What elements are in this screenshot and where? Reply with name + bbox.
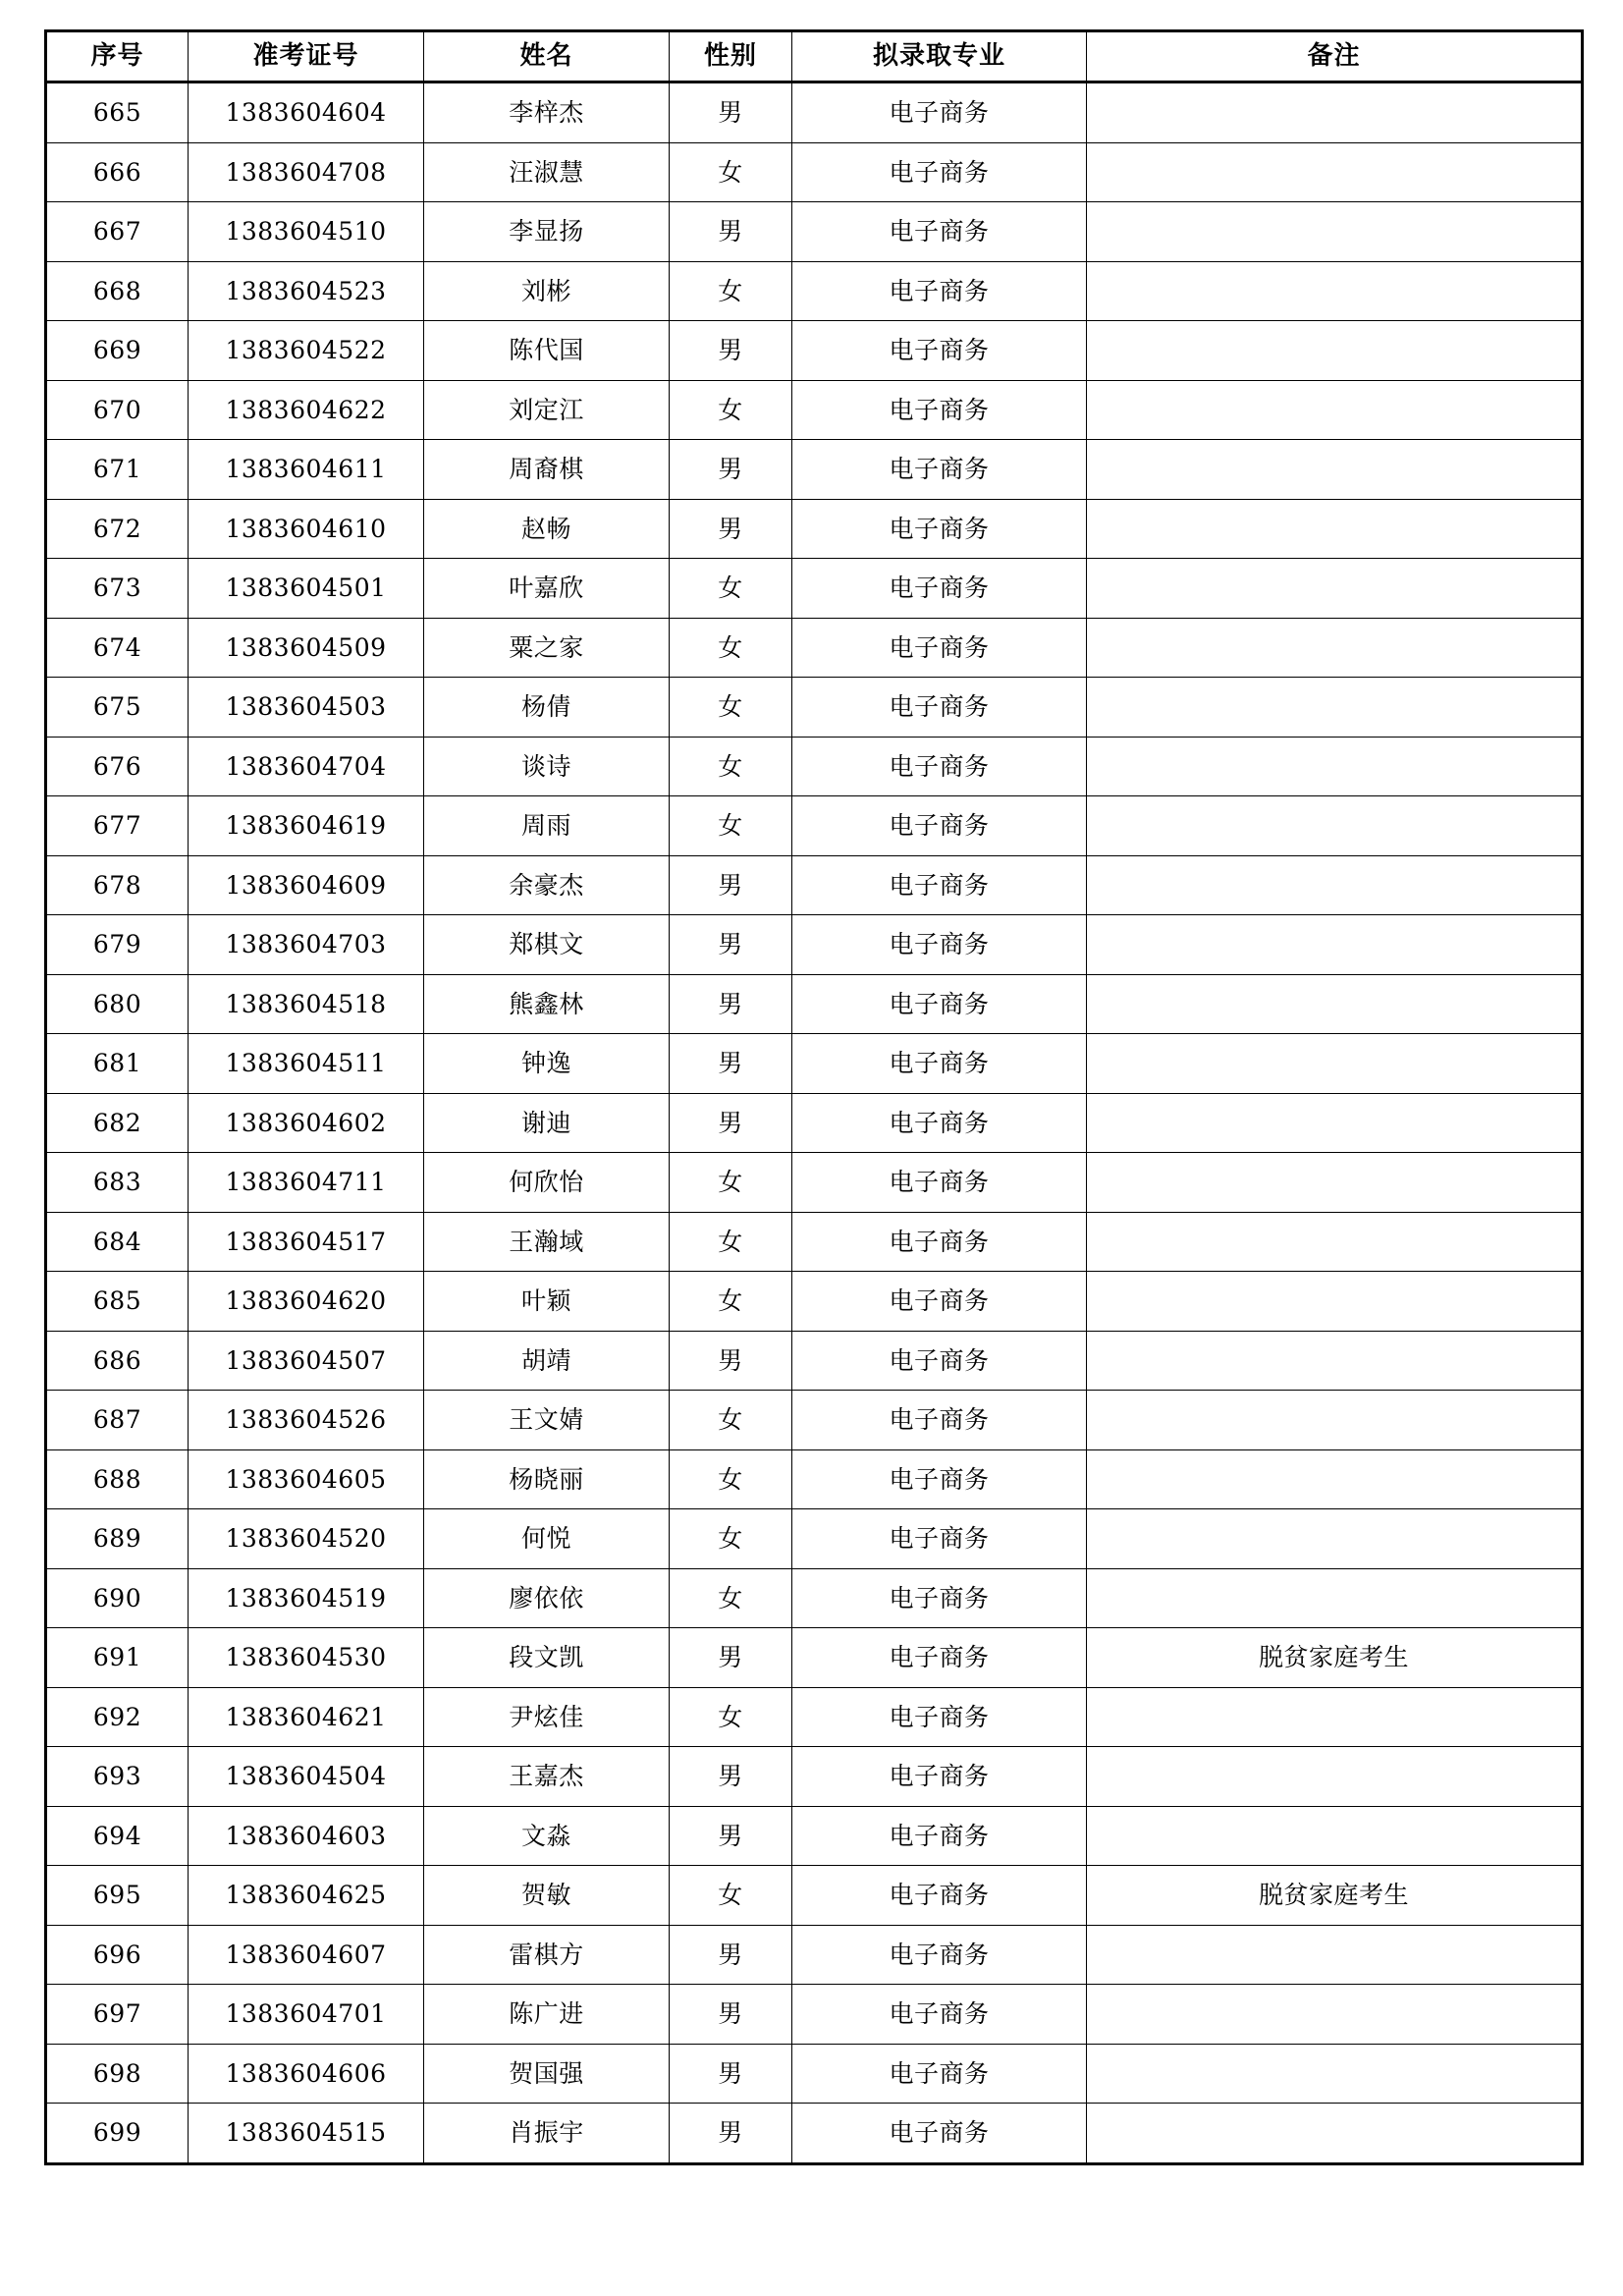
column-header-major: 拟录取专业 <box>792 31 1087 82</box>
cell-name: 廖依依 <box>424 1568 670 1628</box>
cell-major: 电子商务 <box>792 737 1087 796</box>
cell-gender: 男 <box>670 1093 792 1153</box>
cell-major: 电子商务 <box>792 1272 1087 1332</box>
cell-name: 贺国强 <box>424 2044 670 2104</box>
table-row <box>46 618 1583 678</box>
cell-admit: 1383604609 <box>189 855 424 915</box>
cell-name: 尹炫佳 <box>424 1687 670 1747</box>
cell-name: 王嘉杰 <box>424 1747 670 1807</box>
cell-major: 电子商务 <box>792 261 1087 321</box>
cell-name: 陈代国 <box>424 321 670 381</box>
cell-major: 电子商务 <box>792 855 1087 915</box>
table-row <box>46 1806 1583 1866</box>
cell-remark <box>1087 440 1583 500</box>
cell-gender: 男 <box>670 855 792 915</box>
cell-gender: 女 <box>670 1866 792 1926</box>
cell-gender: 女 <box>670 1272 792 1332</box>
cell-major: 电子商务 <box>792 440 1087 500</box>
cell-name: 何欣怡 <box>424 1153 670 1213</box>
cell-admit: 1383604503 <box>189 678 424 738</box>
cell-admit: 1383604701 <box>189 1985 424 2045</box>
cell-seq: 688 <box>46 1449 189 1509</box>
cell-name: 贺敏 <box>424 1866 670 1926</box>
cell-major: 电子商务 <box>792 1747 1087 1807</box>
cell-gender: 男 <box>670 1034 792 1094</box>
cell-gender: 女 <box>670 1153 792 1213</box>
cell-admit: 1383604620 <box>189 1272 424 1332</box>
cell-admit: 1383604515 <box>189 2104 424 2164</box>
cell-gender: 男 <box>670 974 792 1034</box>
table-header <box>46 31 1583 82</box>
cell-admit: 1383604619 <box>189 796 424 856</box>
table-row <box>46 1568 1583 1628</box>
cell-admit: 1383604507 <box>189 1331 424 1391</box>
cell-remark <box>1087 737 1583 796</box>
cell-seq: 696 <box>46 1925 189 1985</box>
table-row <box>46 1985 1583 2045</box>
cell-remark <box>1087 1153 1583 1213</box>
cell-admit: 1383604622 <box>189 380 424 440</box>
cell-admit: 1383604602 <box>189 1093 424 1153</box>
cell-name: 王文婧 <box>424 1391 670 1450</box>
cell-major: 电子商务 <box>792 1212 1087 1272</box>
cell-gender: 女 <box>670 142 792 202</box>
cell-name: 刘彬 <box>424 261 670 321</box>
cell-major: 电子商务 <box>792 796 1087 856</box>
cell-remark <box>1087 1212 1583 1272</box>
cell-remark <box>1087 796 1583 856</box>
cell-remark <box>1087 559 1583 619</box>
cell-seq: 675 <box>46 678 189 738</box>
cell-admit: 1383604625 <box>189 1866 424 1926</box>
cell-name: 周雨 <box>424 796 670 856</box>
cell-seq: 673 <box>46 559 189 619</box>
table-row <box>46 559 1583 619</box>
cell-name: 李显扬 <box>424 202 670 262</box>
cell-major: 电子商务 <box>792 1925 1087 1985</box>
cell-major: 电子商务 <box>792 618 1087 678</box>
cell-remark <box>1087 1925 1583 1985</box>
cell-admit: 1383604604 <box>189 82 424 143</box>
table-row <box>46 1687 1583 1747</box>
cell-name: 叶嘉欣 <box>424 559 670 619</box>
cell-remark <box>1087 915 1583 975</box>
cell-major: 电子商务 <box>792 1509 1087 1569</box>
cell-admit: 1383604520 <box>189 1509 424 1569</box>
cell-major: 电子商务 <box>792 499 1087 559</box>
cell-seq: 686 <box>46 1331 189 1391</box>
cell-major: 电子商务 <box>792 142 1087 202</box>
cell-admit: 1383604611 <box>189 440 424 500</box>
cell-seq: 699 <box>46 2104 189 2164</box>
cell-admit: 1383604509 <box>189 618 424 678</box>
table-row <box>46 1272 1583 1332</box>
cell-major: 电子商务 <box>792 1391 1087 1450</box>
cell-major: 电子商务 <box>792 1034 1087 1094</box>
cell-seq: 683 <box>46 1153 189 1213</box>
cell-major: 电子商务 <box>792 321 1087 381</box>
cell-gender: 女 <box>670 261 792 321</box>
cell-admit: 1383604603 <box>189 1806 424 1866</box>
cell-remark <box>1087 618 1583 678</box>
cell-name: 粟之家 <box>424 618 670 678</box>
cell-remark <box>1087 1272 1583 1332</box>
table-row <box>46 1391 1583 1450</box>
cell-admit: 1383604523 <box>189 261 424 321</box>
cell-admit: 1383604517 <box>189 1212 424 1272</box>
table-row <box>46 2044 1583 2104</box>
cell-remark <box>1087 1747 1583 1807</box>
table-row <box>46 261 1583 321</box>
cell-name: 杨倩 <box>424 678 670 738</box>
cell-major: 电子商务 <box>792 2104 1087 2164</box>
cell-seq: 676 <box>46 737 189 796</box>
cell-remark <box>1087 2044 1583 2104</box>
cell-major: 电子商务 <box>792 1687 1087 1747</box>
table-row <box>46 1747 1583 1807</box>
cell-remark <box>1087 321 1583 381</box>
cell-remark <box>1087 202 1583 262</box>
cell-seq: 677 <box>46 796 189 856</box>
cell-remark <box>1087 499 1583 559</box>
column-header-name: 姓名 <box>424 31 670 82</box>
cell-remark <box>1087 1093 1583 1153</box>
cell-major: 电子商务 <box>792 1866 1087 1926</box>
cell-gender: 男 <box>670 499 792 559</box>
cell-remark <box>1087 1034 1583 1094</box>
table-row <box>46 142 1583 202</box>
cell-admit: 1383604704 <box>189 737 424 796</box>
cell-seq: 668 <box>46 261 189 321</box>
cell-seq: 693 <box>46 1747 189 1807</box>
cell-remark <box>1087 678 1583 738</box>
cell-name: 汪淑慧 <box>424 142 670 202</box>
cell-remark: 脱贫家庭考生 <box>1087 1866 1583 1926</box>
cell-seq: 698 <box>46 2044 189 2104</box>
cell-admit: 1383604510 <box>189 202 424 262</box>
table-row <box>46 2104 1583 2164</box>
cell-admit: 1383604703 <box>189 915 424 975</box>
cell-name: 文淼 <box>424 1806 670 1866</box>
cell-seq: 697 <box>46 1985 189 2045</box>
cell-major: 电子商务 <box>792 1568 1087 1628</box>
cell-gender: 男 <box>670 440 792 500</box>
cell-name: 胡靖 <box>424 1331 670 1391</box>
cell-admit: 1383604708 <box>189 142 424 202</box>
table-row <box>46 737 1583 796</box>
cell-seq: 694 <box>46 1806 189 1866</box>
cell-gender: 男 <box>670 1806 792 1866</box>
cell-gender: 男 <box>670 202 792 262</box>
table-row <box>46 1034 1583 1094</box>
cell-admit: 1383604607 <box>189 1925 424 1985</box>
cell-seq: 674 <box>46 618 189 678</box>
table-row <box>46 1331 1583 1391</box>
table-row <box>46 1153 1583 1213</box>
cell-major: 电子商务 <box>792 202 1087 262</box>
cell-gender: 女 <box>670 796 792 856</box>
cell-seq: 665 <box>46 82 189 143</box>
cell-seq: 690 <box>46 1568 189 1628</box>
cell-name: 谢迪 <box>424 1093 670 1153</box>
cell-admit: 1383604504 <box>189 1747 424 1807</box>
cell-seq: 687 <box>46 1391 189 1450</box>
cell-gender: 女 <box>670 1687 792 1747</box>
cell-admit: 1383604606 <box>189 2044 424 2104</box>
cell-major: 电子商务 <box>792 1093 1087 1153</box>
cell-remark <box>1087 855 1583 915</box>
cell-major: 电子商务 <box>792 1449 1087 1509</box>
table-header-row <box>46 31 1583 82</box>
cell-name: 杨晓丽 <box>424 1449 670 1509</box>
cell-gender: 男 <box>670 82 792 143</box>
table-row <box>46 1509 1583 1569</box>
cell-gender: 女 <box>670 559 792 619</box>
cell-remark <box>1087 2104 1583 2164</box>
cell-gender: 女 <box>670 737 792 796</box>
cell-seq: 666 <box>46 142 189 202</box>
cell-remark <box>1087 1391 1583 1450</box>
cell-name: 谈诗 <box>424 737 670 796</box>
cell-name: 赵畅 <box>424 499 670 559</box>
cell-name: 叶颖 <box>424 1272 670 1332</box>
cell-remark <box>1087 1509 1583 1569</box>
cell-seq: 672 <box>46 499 189 559</box>
cell-admit: 1383604610 <box>189 499 424 559</box>
cell-seq: 681 <box>46 1034 189 1094</box>
cell-remark <box>1087 82 1583 143</box>
cell-major: 电子商务 <box>792 82 1087 143</box>
cell-remark <box>1087 142 1583 202</box>
column-header-remark: 备注 <box>1087 31 1583 82</box>
table-row <box>46 202 1583 262</box>
cell-gender: 男 <box>670 2104 792 2164</box>
cell-gender: 男 <box>670 1628 792 1688</box>
cell-name: 段文凯 <box>424 1628 670 1688</box>
table-row <box>46 499 1583 559</box>
cell-remark: 脱贫家庭考生 <box>1087 1628 1583 1688</box>
cell-major: 电子商务 <box>792 380 1087 440</box>
cell-seq: 691 <box>46 1628 189 1688</box>
cell-seq: 669 <box>46 321 189 381</box>
table-row <box>46 1093 1583 1153</box>
cell-remark <box>1087 1985 1583 2045</box>
cell-gender: 男 <box>670 1747 792 1807</box>
cell-seq: 685 <box>46 1272 189 1332</box>
table-row <box>46 855 1583 915</box>
cell-name: 陈广进 <box>424 1985 670 2045</box>
cell-name: 李梓杰 <box>424 82 670 143</box>
cell-gender: 女 <box>670 1509 792 1569</box>
table-body <box>46 82 1583 2164</box>
cell-gender: 女 <box>670 618 792 678</box>
cell-major: 电子商务 <box>792 1153 1087 1213</box>
cell-gender: 男 <box>670 321 792 381</box>
table-row <box>46 82 1583 143</box>
table-row <box>46 380 1583 440</box>
cell-seq: 689 <box>46 1509 189 1569</box>
cell-admit: 1383604621 <box>189 1687 424 1747</box>
cell-admit: 1383604518 <box>189 974 424 1034</box>
cell-major: 电子商务 <box>792 915 1087 975</box>
cell-remark <box>1087 1687 1583 1747</box>
cell-seq: 692 <box>46 1687 189 1747</box>
cell-name: 余豪杰 <box>424 855 670 915</box>
cell-admit: 1383604526 <box>189 1391 424 1450</box>
cell-gender: 男 <box>670 1331 792 1391</box>
column-header-seq: 序号 <box>46 31 189 82</box>
cell-remark <box>1087 1449 1583 1509</box>
cell-name: 刘定江 <box>424 380 670 440</box>
cell-seq: 671 <box>46 440 189 500</box>
cell-seq: 667 <box>46 202 189 262</box>
cell-major: 电子商务 <box>792 1806 1087 1866</box>
cell-name: 雷棋方 <box>424 1925 670 1985</box>
cell-remark <box>1087 261 1583 321</box>
cell-gender: 女 <box>670 380 792 440</box>
table-row <box>46 1628 1583 1688</box>
cell-admit: 1383604711 <box>189 1153 424 1213</box>
cell-gender: 女 <box>670 1568 792 1628</box>
cell-seq: 684 <box>46 1212 189 1272</box>
table-row <box>46 1212 1583 1272</box>
cell-name: 何悦 <box>424 1509 670 1569</box>
table-row <box>46 1449 1583 1509</box>
table-row <box>46 1866 1583 1926</box>
cell-remark <box>1087 1568 1583 1628</box>
table-row <box>46 678 1583 738</box>
cell-name: 周裔棋 <box>424 440 670 500</box>
cell-name: 肖振宇 <box>424 2104 670 2164</box>
cell-gender: 男 <box>670 1925 792 1985</box>
table-row <box>46 974 1583 1034</box>
cell-name: 熊鑫林 <box>424 974 670 1034</box>
cell-major: 电子商务 <box>792 974 1087 1034</box>
table-row <box>46 796 1583 856</box>
cell-remark <box>1087 1331 1583 1391</box>
cell-gender: 女 <box>670 1212 792 1272</box>
cell-admit: 1383604519 <box>189 1568 424 1628</box>
cell-remark <box>1087 1806 1583 1866</box>
cell-remark <box>1087 974 1583 1034</box>
cell-name: 钟逸 <box>424 1034 670 1094</box>
table-row <box>46 1925 1583 1985</box>
cell-major: 电子商务 <box>792 559 1087 619</box>
table-row <box>46 321 1583 381</box>
cell-gender: 男 <box>670 915 792 975</box>
cell-remark <box>1087 380 1583 440</box>
cell-admit: 1383604501 <box>189 559 424 619</box>
cell-major: 电子商务 <box>792 1985 1087 2045</box>
cell-admit: 1383604511 <box>189 1034 424 1094</box>
cell-gender: 男 <box>670 2044 792 2104</box>
column-header-gender: 性别 <box>670 31 792 82</box>
cell-major: 电子商务 <box>792 1331 1087 1391</box>
cell-gender: 女 <box>670 678 792 738</box>
cell-admit: 1383604522 <box>189 321 424 381</box>
cell-gender: 男 <box>670 1985 792 2045</box>
cell-major: 电子商务 <box>792 2044 1087 2104</box>
cell-seq: 679 <box>46 915 189 975</box>
cell-seq: 682 <box>46 1093 189 1153</box>
cell-seq: 678 <box>46 855 189 915</box>
cell-seq: 695 <box>46 1866 189 1926</box>
table-row <box>46 915 1583 975</box>
cell-name: 郑棋文 <box>424 915 670 975</box>
cell-name: 王瀚域 <box>424 1212 670 1272</box>
table-row <box>46 440 1583 500</box>
cell-seq: 670 <box>46 380 189 440</box>
cell-major: 电子商务 <box>792 1628 1087 1688</box>
column-header-admission-number: 准考证号 <box>189 31 424 82</box>
admitted-candidates-table <box>44 29 1584 2165</box>
cell-seq: 680 <box>46 974 189 1034</box>
cell-admit: 1383604605 <box>189 1449 424 1509</box>
cell-admit: 1383604530 <box>189 1628 424 1688</box>
cell-major: 电子商务 <box>792 678 1087 738</box>
cell-gender: 女 <box>670 1449 792 1509</box>
cell-gender: 女 <box>670 1391 792 1450</box>
